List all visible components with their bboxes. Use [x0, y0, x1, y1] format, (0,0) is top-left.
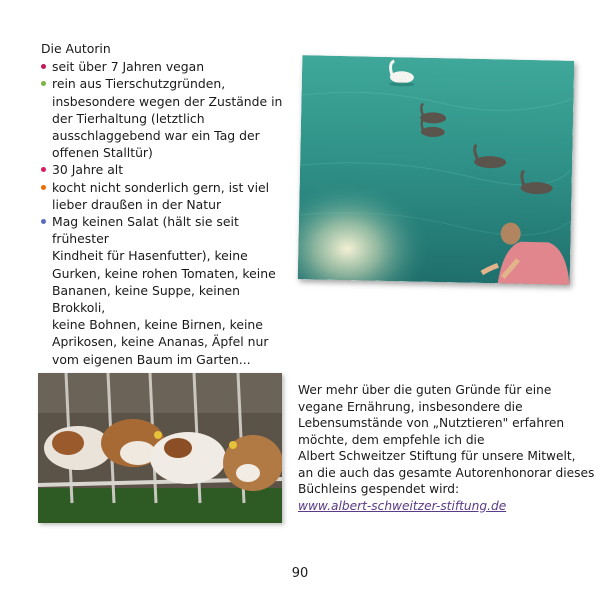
cows-photo	[38, 373, 282, 523]
bullet-dot-icon	[41, 167, 46, 172]
fact-line: vom eigenen Baum im Garten...	[52, 351, 251, 367]
fact-line: 30 Jahre alt	[52, 162, 124, 178]
bullet-dot-icon	[41, 64, 46, 69]
author-fact-item	[41, 161, 291, 178]
info-line: vegane Ernährung, insbesondere die	[298, 399, 523, 414]
swans-photo	[298, 55, 575, 285]
info-line: Lebensumstände von „Nutztieren" erfahren	[298, 416, 565, 430]
info-line: Wer mehr über die guten Gründe für eine	[298, 383, 552, 397]
info-line: Albert Schweitzer Stiftung für unsere Mitwelt,	[298, 449, 576, 463]
info-line: an die auch das gesamte Autorenhonorar dieses	[298, 465, 595, 480]
author-fact-item	[41, 58, 291, 75]
cows-illustration	[38, 373, 282, 523]
fact-line: Mag keinen Salat (hält sie seit frühester	[52, 214, 239, 247]
author-fact-item	[41, 213, 291, 368]
fact-line: insbesondere wegen der Zustände in	[52, 93, 283, 109]
author-heading: Die Autorin	[41, 41, 111, 56]
bullet-dot-icon	[41, 219, 46, 224]
page-number: 90	[291, 566, 309, 581]
fact-line: Aprikosen, keine Ananas, Äpfel nur	[52, 334, 269, 350]
fact-line: kocht nicht sonderlich gern, ist viel	[52, 179, 270, 195]
author-section	[41, 40, 291, 368]
info-line: Büchleins gespendet wird:	[298, 482, 460, 496]
fact-line: der Tierhaltung (letztlich	[52, 110, 205, 126]
fact-line: Kindheit für Hasenfutter), keine	[52, 248, 248, 264]
fact-line: rein aus Tierschutzgründen,	[52, 76, 226, 92]
author-fact-item	[41, 75, 291, 161]
fact-line: offenen Stalltür)	[52, 145, 153, 161]
fact-line: Gurken, keine rohen Tomaten, keine	[52, 265, 276, 281]
bullet-dot-icon	[41, 185, 46, 190]
fact-line: keine Bohnen, keine Birnen, keine	[52, 317, 263, 333]
bullet-dot-icon	[41, 81, 46, 86]
author-fact-item	[41, 179, 291, 213]
fact-line: seit über 7 Jahren vegan	[52, 59, 205, 75]
swans-illustration	[298, 55, 575, 285]
author-facts-list	[41, 58, 291, 368]
info-section	[298, 382, 595, 514]
foundation-link[interactable]: www.albert-schweitzer-stiftung.de	[298, 498, 507, 513]
info-line: möchte, dem empfehle ich die	[298, 432, 485, 447]
fact-line: ausschlaggebend war ein Tag der	[52, 128, 260, 144]
fact-line: lieber draußen in der Natur	[52, 196, 222, 212]
fact-line: Bananen, keine Suppe, keinen Brokkoli,	[52, 282, 241, 316]
